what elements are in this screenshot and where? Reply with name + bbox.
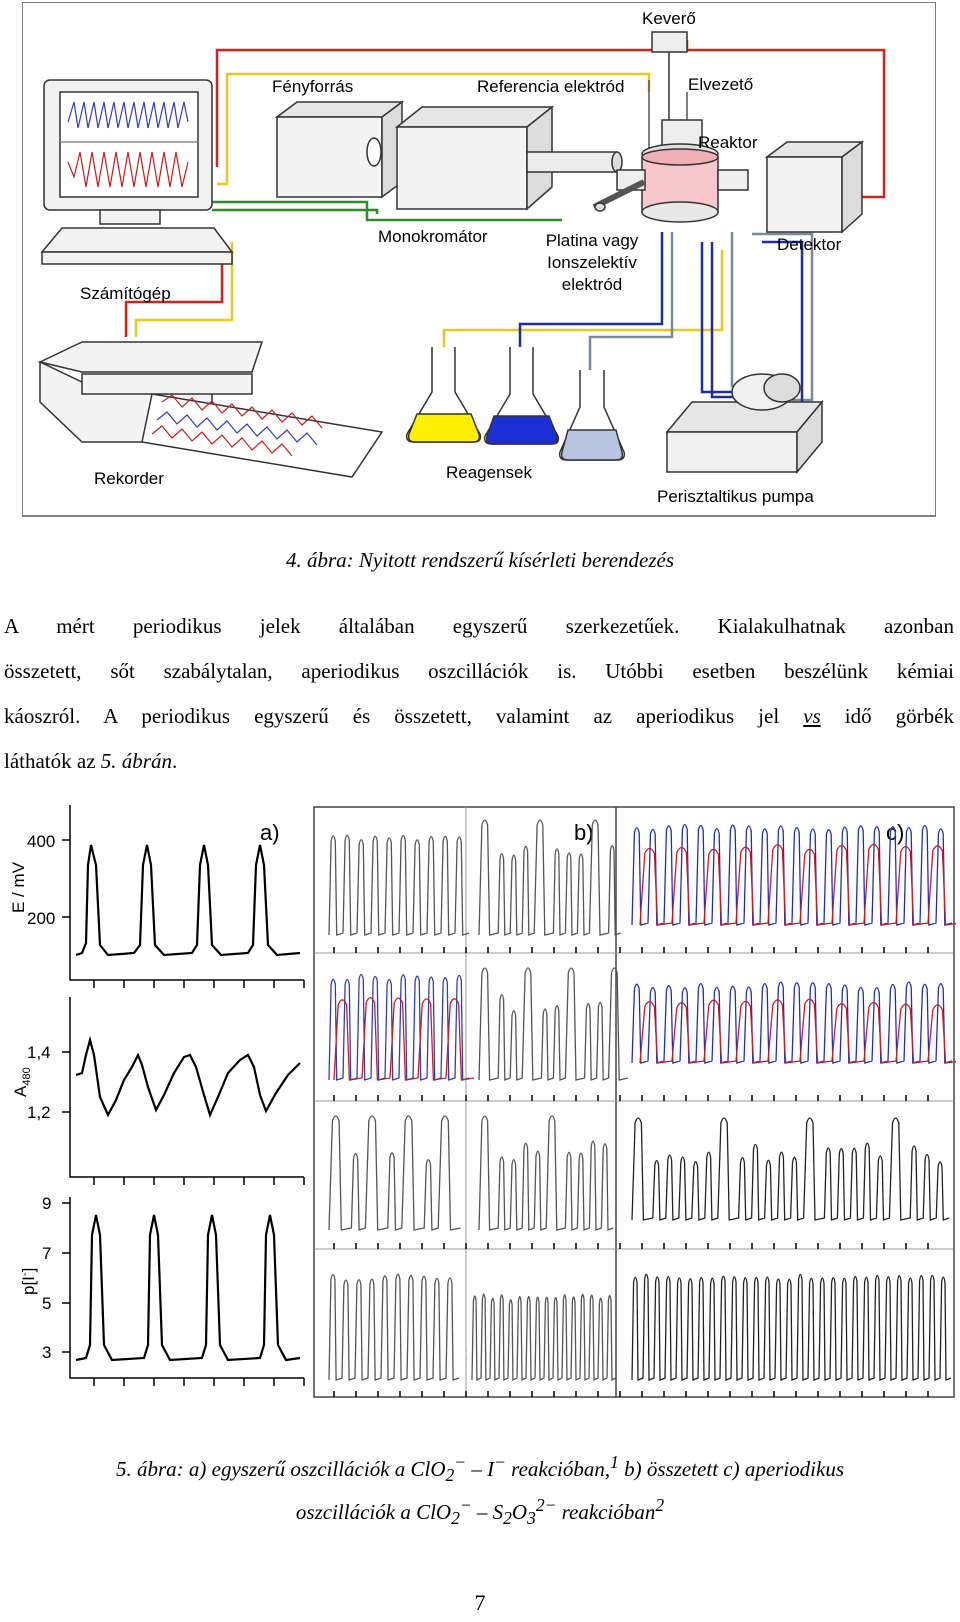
- light-source-icon: [277, 102, 402, 197]
- trace-b1-row3: [329, 1116, 461, 1230]
- trace-b2-row4: [472, 1294, 616, 1380]
- trace-b1-row1: [329, 835, 469, 935]
- trace-a-potential: [76, 845, 300, 955]
- caption-5-line-2: [295, 1495, 665, 1529]
- label-rekorder: Rekorder: [94, 469, 164, 488]
- cap5-l2a: oszcillációk a ClO: [295, 1500, 452, 1525]
- cap5-l2-dash: – S: [471, 1500, 504, 1525]
- trace-c-row4: [632, 1274, 951, 1380]
- caption-5-line-1: [116, 1452, 844, 1486]
- paragraph-line-2: összetett, sőt szabálytalan, aperiodikus oszcillációk is. Utóbbi esetben beszélünk kémiai: [4, 659, 954, 683]
- paragraph-line-4b: .: [171, 749, 178, 773]
- trace-b1-row2-red: [334, 998, 474, 1080]
- cap5-l2-sub: 2: [451, 1508, 460, 1529]
- p-tick-3: 3: [42, 1343, 52, 1362]
- a-tick-12: 1,2: [27, 1103, 51, 1122]
- label-detektor: Detektor: [777, 235, 842, 254]
- trace-a-iodide: [76, 1215, 300, 1360]
- a-tick-14: 1,4: [27, 1043, 51, 1062]
- label-monokromator: Monokromátor: [378, 227, 488, 246]
- panel-a-frames: [70, 805, 304, 1378]
- cap5-l2-subs: 2: [503, 1508, 512, 1529]
- panel-label-c: c): [886, 820, 905, 845]
- label-reagensek: Reagensek: [446, 463, 533, 482]
- body-paragraph: [4, 604, 954, 784]
- paragraph-line-3b: idő görbék: [820, 704, 954, 728]
- page-number: 7: [474, 1590, 486, 1615]
- panel-bc-frame: [314, 807, 954, 1397]
- panel-label-a: a): [260, 820, 280, 845]
- cap5-l2-sup2: 2−: [535, 1495, 557, 1516]
- e-tick-200: 200: [27, 909, 56, 928]
- cap5-l1a: 5. ábra: a) egyszerű oszcillációk a ClO: [116, 1457, 446, 1481]
- trace-b2-row2: [479, 968, 628, 1080]
- cap5-l1b: reakcióban,: [505, 1457, 611, 1481]
- cap5-l1-dash: – I: [466, 1457, 495, 1481]
- label-platina-3: elektród: [561, 275, 623, 294]
- trace-a-absorbance: [76, 1040, 300, 1115]
- trace-b2-row1: [479, 820, 621, 935]
- label-kevero: Keverő: [642, 9, 696, 28]
- computer-icon: [42, 80, 232, 264]
- cap5-l2-subo: 3: [527, 1508, 536, 1529]
- e-axis-label: E / mV: [9, 861, 28, 913]
- figure-5-reference: 5. ábrán: [100, 749, 172, 773]
- label-reaktor: Reaktor: [698, 133, 758, 152]
- cap5-l2-sup: −: [459, 1495, 472, 1516]
- figure-5-oscillations: [4, 805, 956, 1435]
- label-elvezeto: Elvezető: [688, 75, 754, 94]
- cap5-l1-sup: −: [454, 1452, 467, 1472]
- cap5-l2b: reakcióban: [556, 1500, 656, 1525]
- p-axis-label: p[I-]: [19, 1267, 38, 1295]
- e-tick-400: 400: [27, 832, 56, 851]
- figure-4-apparatus: [22, 2, 936, 532]
- figure-5-caption: [0, 1447, 960, 1533]
- label-szamitogep: Számítógép: [80, 284, 171, 303]
- paragraph-line-3a: káoszról. A periodikus egyszerű és összetett, valamint az aperiodikus jel: [4, 704, 804, 728]
- label-pumpa: Perisztaltikus pumpa: [657, 487, 814, 506]
- cap5-ref-2: 2: [655, 1495, 665, 1516]
- label-platina-2: Ionszelektív: [547, 253, 637, 272]
- paragraph-line-1: A mért periodikus jelek általában egyszerű szerkezetűek. Kialakulhatnak azonban: [4, 614, 954, 638]
- paragraph-line-4: [4, 739, 954, 784]
- panel-label-b: b): [574, 820, 594, 845]
- label-fenyforras: Fényforrás: [272, 77, 354, 96]
- figure-4-caption: 4. ábra: Nyitott rendszerű kísérleti berendezés: [285, 548, 675, 572]
- trace-b2-row3: [479, 1116, 613, 1230]
- p-tick-5: 5: [42, 1294, 52, 1313]
- p-tick-9: 9: [42, 1194, 52, 1213]
- vs-word: vs: [803, 704, 821, 728]
- trace-c-row3: [632, 1118, 949, 1220]
- label-referencia: Referencia elektród: [477, 77, 625, 96]
- label-platina-1: Platina vagy: [545, 231, 639, 250]
- cap5-l1-sub: 2: [445, 1465, 455, 1486]
- trace-b1-row2-blue: [329, 974, 469, 1080]
- paragraph-line-3: [4, 694, 954, 739]
- cap5-l2-o: O: [511, 1500, 528, 1525]
- detector-icon: [767, 142, 862, 232]
- a-axis-label: $A_{480}$: [11, 1067, 33, 1097]
- paragraph-line-4a: láthatók az: [4, 749, 101, 773]
- p-tick-7: 7: [42, 1244, 52, 1263]
- trace-c-row2-blue: [632, 982, 952, 1063]
- cap5-ref-1: 1: [610, 1452, 619, 1472]
- trace-b1-row4: [329, 1274, 459, 1380]
- cap5-l1-sup2: −: [494, 1452, 506, 1472]
- cap5-l1c: b) összetett c) aperiodikus: [618, 1457, 844, 1481]
